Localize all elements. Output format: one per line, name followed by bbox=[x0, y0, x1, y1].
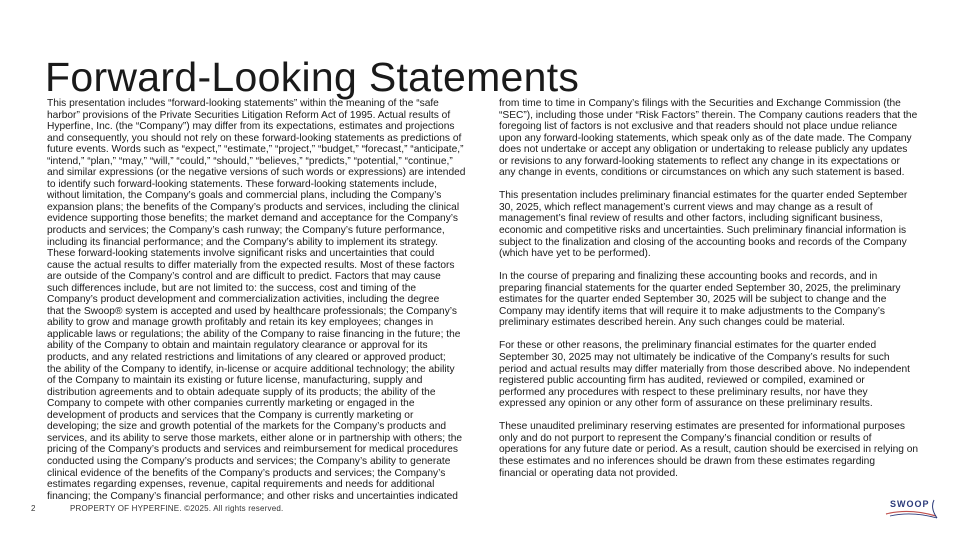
text-line: This presentation includes “forward-looking statements” within the meaning of the “safe bbox=[47, 98, 439, 109]
text-line: the ability of the Company to identify, in-license or acquire additional technology; the ability bbox=[47, 363, 455, 375]
text-line: “SEC”), including those under “Risk Factors” therein. The Company cautions readers that the bbox=[499, 109, 918, 121]
text-line: applicable laws or regulations; the ability of the Company to raise financing in the future; the bbox=[47, 328, 461, 340]
text-line: are outside of the Company’s control and are difficult to predict. Factors that may cause bbox=[47, 271, 441, 283]
text-line: conducted using the Company’s products and services; the Company’s ability to generate bbox=[47, 455, 451, 467]
text-line: This presentation includes preliminary financial estimates for the quarter ended September bbox=[499, 190, 908, 202]
text-line: products, and any related restrictions and limitations of any cleared or approved product; bbox=[47, 352, 446, 364]
text-line: foregoing list of factors is not exclusive and that readers should not place undue reliance bbox=[499, 121, 898, 133]
text-line: economic and competitive risks and uncertainties. Such preliminary financial information is bbox=[499, 225, 907, 237]
text-line: These forward-looking statements involve significant risks and uncertainties that could bbox=[47, 248, 435, 260]
text-line: without limitation, the Company’s goals and commercial plans, including the Company’s bbox=[47, 190, 442, 202]
text-line: that the Swoop® system is accepted and used by healthcare professionals; the Company’s bbox=[47, 305, 457, 317]
text-line: or revisions to any forward-looking statements to reflect any change in its expectations or bbox=[499, 155, 900, 167]
text-line: upon any forward-looking statements, which speak only as of the date made. The Company bbox=[499, 132, 912, 144]
text-line: These unaudited preliminary reserving estimates are presented for informational purposes bbox=[499, 421, 906, 433]
text-line: of the Company to maintain its existing or future license, manufacturing, supply and bbox=[47, 375, 423, 387]
text-line: pricing of the Company’s products and services and reimbursement for medical procedures bbox=[47, 444, 458, 456]
text-line: any change in events, conditions or circumstances on which any such statement is based. bbox=[499, 167, 905, 179]
text-line: and consequently, you should not rely on these forward-looking statements as predictions of bbox=[47, 132, 462, 144]
text-line: ability of the Company to obtain and maintain regulatory clearance or approval for its bbox=[47, 340, 428, 352]
text-line: financial or operating data not provided. bbox=[499, 467, 678, 479]
text-line: these estimates and no inferences should be drawn from these estimates regarding bbox=[499, 455, 876, 467]
text-line: expressed any opinion or any other form of assurance on these preliminary results. bbox=[499, 398, 873, 410]
text-line: to identify such forward-looking statements. These forward-looking statements include, bbox=[47, 178, 437, 190]
text-line: performed any procedures with respect to these preliminary results, nor have they bbox=[499, 386, 868, 398]
text-line: (which have yet to be performed). bbox=[499, 248, 651, 260]
page-number: 2 bbox=[31, 504, 36, 513]
text-line: preparing financial statements for the quarter ended September 30, 2025, the preliminary bbox=[499, 282, 901, 294]
paragraph bbox=[499, 190, 939, 259]
text-line: products and services; the Company’s cash runway; the Company’s future performance, bbox=[47, 225, 445, 237]
text-line: financing; the Company’s financial performance; and other risks and uncertainties indicated bbox=[47, 490, 458, 502]
text-line: distribution agreements and to obtain adequate supply of its products; the ability of the bbox=[47, 386, 436, 398]
text-line: operations for any future date or period. As a result, caution should be exercised in relying on bbox=[499, 444, 919, 456]
text-line: ability to grow and manage growth profitably and retain its key employees; changes in bbox=[47, 317, 434, 329]
right-column-text bbox=[499, 98, 939, 491]
text-line: estimates for the quarter ended September 30, 2025 will be subject to change and the bbox=[499, 294, 887, 306]
text-line: future events. Words such as “expect,” “estimate,” “project,” “budget,” “forecast,” “anticipate,” bbox=[47, 144, 464, 156]
text-line: and similar expressions (or the negative versions of such words or expressions) are intended bbox=[47, 167, 466, 179]
text-line: harbor” provisions of the Private Securities Litigation Reform Act of 1995. Actual results of bbox=[47, 109, 451, 121]
text-line: 30, 2025, which reflect management’s current views and may change as a result of bbox=[499, 201, 873, 213]
paragraph bbox=[499, 98, 939, 179]
text-line: subject to the finalization and closing of the accounting books and records of the Company bbox=[499, 236, 907, 248]
text-line: developing; the size and growth potential of the markets for the Company’s products and bbox=[47, 421, 447, 433]
page-title: Forward-Looking Statements bbox=[45, 54, 580, 100]
text-line: clinical evidence of the benefits of the Company’s products and services; the Company’s bbox=[47, 467, 446, 479]
text-line: September 30, 2025 may not ultimately be indicative of the Company’s results for such bbox=[499, 352, 890, 364]
footer-copyright: PROPERTY OF HYPERFINE. ©2025. All rights reserved. bbox=[70, 504, 284, 513]
text-line: such differences include, but are not limited to: the success, cost and timing of the bbox=[47, 282, 417, 294]
text-line: cause the actual results to differ materially from the expected results. Most of these factors bbox=[47, 259, 455, 271]
text-line: Company may identify items that will require it to make adjustments to the Company’s bbox=[499, 305, 885, 317]
swoop-logo bbox=[884, 496, 942, 522]
paragraph bbox=[499, 340, 939, 409]
text-line: does not undertake or accept any obligation or undertaking to release publicly any updates bbox=[499, 144, 908, 156]
text-line: “intend,” “plan,” “may,” “will,” “could,” “should,” “believes,” “predicts,” “potential,” “continue,” bbox=[47, 155, 453, 167]
paragraph bbox=[499, 271, 939, 329]
text-line: period and actual results may differ materially from those described above. No independent bbox=[499, 363, 910, 375]
text-line: preliminary estimates described herein. Any such changes could be material. bbox=[499, 317, 845, 329]
text-line: including its financial performance; and the Company’s ability to implement its strategy. bbox=[47, 236, 438, 248]
text-line: expansion plans; the benefits of the Company’s products and services, including the clinical bbox=[47, 201, 460, 213]
text-line: development of products and services that the Company is currently marketing or bbox=[47, 409, 414, 421]
text-line: from time to time in Company’s filings with the Securities and Exchange Commission (the bbox=[499, 98, 901, 109]
text-line: Company’s product development and commercialization activities, including the degree bbox=[47, 294, 440, 306]
text-line: only and do not purport to represent the Company’s financial condition or results of bbox=[499, 432, 872, 444]
paragraph bbox=[499, 421, 939, 479]
text-line: registered public accounting firm has audited, reviewed or compiled, examined or bbox=[499, 375, 865, 387]
text-line: In the course of preparing and finalizing these accounting books and records, and in bbox=[499, 271, 878, 283]
text-line: estimates regarding expenses, revenue, capital requirements and needs for additional bbox=[47, 479, 435, 491]
text-line: management’s final review of results and other factors, including significant business, bbox=[499, 213, 883, 225]
left-column-text bbox=[47, 98, 482, 502]
text-line: For these or other reasons, the preliminary financial estimates for the quarter ended bbox=[499, 340, 877, 352]
logo-text: SWOOP bbox=[890, 499, 930, 509]
text-line: Hyperfine, Inc. (the “Company”) may differ from its expectations, estimates and projections bbox=[47, 121, 455, 133]
text-line: services, and its ability to serve those markets, either alone or in partnership with others; the bbox=[47, 432, 463, 444]
text-line: Company to compete with other companies currently marketing or engaged in the bbox=[47, 398, 415, 410]
text-line: evidence supporting those benefits; the market demand and acceptance for the Company’s bbox=[47, 213, 458, 225]
